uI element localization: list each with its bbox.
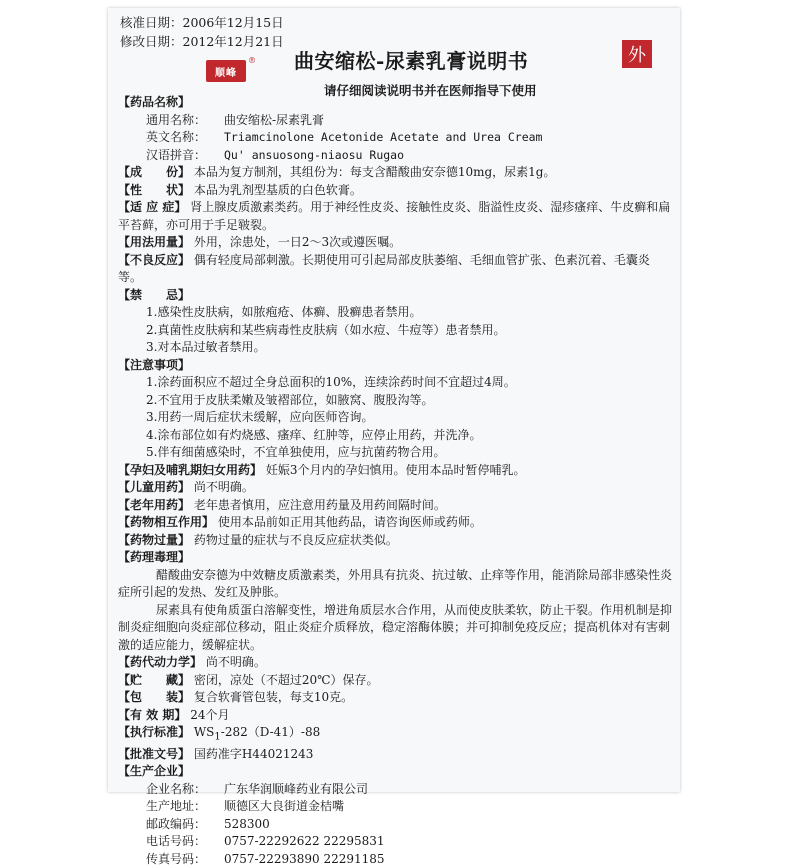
section-text: 密闭，凉处（不超过20℃）保存。 <box>193 672 379 687</box>
section-text: 复合软膏管包装，每支10克。 <box>193 690 354 704</box>
section-validity <box>118 707 673 725</box>
section-indications <box>118 199 673 234</box>
section-standard <box>118 724 673 746</box>
standard-prefix: WS <box>193 725 215 739</box>
list-item: 2.不宜用于皮肤柔嫩及皱褶部位，如腋窝、腹股沟等。 <box>146 392 434 407</box>
section-label: 【成 份】 <box>118 165 191 179</box>
field-key: 生产地址： <box>146 799 207 814</box>
field-key: 汉语拼音： <box>146 147 207 162</box>
section-adverse-reactions <box>118 252 673 287</box>
section-label: 【药理毒理】 <box>118 550 191 564</box>
section-text: 尚不明确。 <box>193 480 254 494</box>
section-approval-number <box>118 746 673 764</box>
section-label: 【药品名称】 <box>118 95 191 109</box>
section-label: 【批准文号】 <box>118 746 191 761</box>
manufacturer-row <box>118 833 673 851</box>
section-dosage <box>118 234 673 252</box>
section-label: 【注意事项】 <box>118 357 191 372</box>
section-precautions <box>118 357 673 375</box>
section-text: 使用本品前如正用其他药品，请咨询医师或药师。 <box>217 515 482 529</box>
section-label: 【不良反应】 <box>118 252 191 267</box>
manufacturer-row <box>118 781 673 799</box>
section-text: 老年患者慎用，应注意用药量及用药间隔时间。 <box>193 497 446 512</box>
section-overdose <box>118 532 673 550</box>
section-children <box>118 479 673 497</box>
manufacturer-row <box>118 798 673 816</box>
pharmacology-paragraph: 尿素具有使角质蛋白溶解变性，增进角质层水合作用，从而使皮肤柔软，防止干裂。作用机制是抑制炎症细胞向炎症部位移动，阻止炎症介质释放，稳定溶酶体膜；并可抑制免疫反应；提高机体对有害刺激的适应能力，缓解症状。 <box>118 602 673 652</box>
section-contraindications <box>118 287 673 305</box>
field-key: 英文名称： <box>146 130 207 144</box>
field-value: 528300 <box>224 816 270 831</box>
section-pharmacology <box>118 549 673 567</box>
list-item: 5.伴有细菌感染时，不宜单独使用，应与抗菌药物合用。 <box>146 445 446 459</box>
section-pregnancy <box>118 462 673 480</box>
section-text: 国药准字H44021243 <box>193 746 314 761</box>
manufacturer-row <box>118 816 673 834</box>
section-label: 【禁 忌】 <box>118 287 191 302</box>
field-key: 企业名称： <box>146 781 207 796</box>
list-item: 1.涂药面积应不超过全身总面积的10%，连续涂药时间不宜超过4周。 <box>146 375 516 389</box>
section-text: 24个月 <box>190 707 230 722</box>
section-label: 【贮 藏】 <box>118 672 191 687</box>
field-key: 电话号码： <box>146 834 207 849</box>
section-text: 肾上腺皮质激素类药。用于神经性皮炎、接触性皮炎、脂溢性皮炎、湿疹瘙痒、牛皮癣和扁平苔藓，亦可用于手足皲裂。 <box>118 200 671 232</box>
section-ingredients <box>118 164 673 182</box>
approval-date: 核准日期：2006年12月15日 <box>120 15 284 30</box>
section-text: 药物过量的症状与不良反应症状类似。 <box>193 532 398 547</box>
field-value: 广东华润顺峰药业有限公司 <box>224 781 369 796</box>
section-text: 外用，涂患处，一日2～3次或遵医嘱。 <box>193 235 402 249</box>
section-text <box>193 725 321 743</box>
field-value: 曲安缩松-尿素乳膏 <box>224 112 325 127</box>
section-label: 【有 效 期】 <box>118 707 187 722</box>
section-label: 【药物相互作用】 <box>118 515 215 529</box>
english-name-row <box>118 129 673 147</box>
list-item: 3.用药一周后症状未缓解，应向医师咨询。 <box>146 410 374 424</box>
brand-logo: 顺峰 <box>206 60 246 82</box>
list-item: 3.对本品过敏者禁用。 <box>146 340 266 354</box>
standard-suffix: -282（D-41）-88 <box>220 725 321 739</box>
section-label: 【用法用量】 <box>118 235 191 249</box>
list-item: 1.感染性皮肤病，如脓疱疮、体癣、股癣患者禁用。 <box>146 305 422 319</box>
field-key: 传真号码： <box>146 851 207 866</box>
section-label: 【性 状】 <box>118 182 191 197</box>
common-name-row <box>118 112 673 130</box>
section-label: 【儿童用药】 <box>118 480 191 494</box>
section-storage <box>118 672 673 690</box>
section-label: 【生产企业】 <box>118 764 191 779</box>
section-label: 【孕妇及哺乳期妇女用药】 <box>118 462 263 477</box>
section-label: 【适 应 症】 <box>118 200 187 214</box>
document-subtitle: 请仔细阅读说明书并在医师指导下使用 <box>324 83 537 98</box>
standard-subscript: 1 <box>214 731 221 743</box>
field-value: 0757-22293890 22291185 <box>224 851 385 866</box>
section-label: 【老年用药】 <box>118 497 191 512</box>
section-label: 【包 装】 <box>118 690 191 704</box>
pinyin-row <box>118 147 673 165</box>
section-character <box>118 182 673 200</box>
section-pharmacokinetics <box>118 654 673 672</box>
registered-mark: ® <box>248 56 256 65</box>
section-package <box>118 689 673 707</box>
list-item: 2.真菌性皮肤病和某些病毒性皮肤病（如水痘、牛痘等）患者禁用。 <box>146 322 506 337</box>
instruction-sheet <box>108 8 680 866</box>
section-manufacturer <box>118 763 673 781</box>
section-label: 【药代动力学】 <box>118 655 203 669</box>
section-interactions <box>118 514 673 532</box>
field-key: 通用名称： <box>146 112 207 127</box>
section-text: 偶有轻度局部刺激。长期使用可引起局部皮肤萎缩、毛细血管扩张、色素沉着、毛囊炎等。 <box>118 252 650 284</box>
section-text: 本品为乳剂型基质的白色软膏。 <box>193 182 362 197</box>
field-key: 邮政编码： <box>146 816 207 831</box>
field-value: Qu' ansuosong-niaosu Rugao <box>224 147 405 162</box>
document-title: 曲安缩松-尿素乳膏说明书 <box>294 49 529 73</box>
manufacturer-row <box>118 851 673 868</box>
field-value: 顺德区大良街道金桔嘴 <box>224 799 345 814</box>
section-text: 尚不明确。 <box>205 655 266 669</box>
section-elderly <box>118 497 673 515</box>
section-label: 【药物过量】 <box>118 532 191 547</box>
field-value: Triamcinolone Acetonide Acetate and Urea Cream <box>224 130 543 144</box>
field-value: 0757-22292622 22295831 <box>224 834 385 849</box>
document-body <box>118 94 673 868</box>
section-drug-name <box>118 94 673 112</box>
section-text: 本品为复方制剂，其组份为：每支含醋酸曲安奈德10mg，尿素1g。 <box>193 165 556 179</box>
revision-date: 修改日期：2012年12月21日 <box>120 34 284 49</box>
external-use-mark: 外 <box>622 40 652 68</box>
dates-block <box>120 13 284 51</box>
section-label: 【执行标准】 <box>118 725 191 739</box>
list-item: 4.涂布部位如有灼烧感、瘙痒、红肿等，应停止用药，并洗净。 <box>146 427 482 442</box>
section-text: 妊娠3个月内的孕妇慎用。使用本品时暂停哺乳。 <box>265 462 526 477</box>
pharmacology-paragraph: 醋酸曲安奈德为中效糖皮质激素类，外用具有抗炎、抗过敏、止痒等作用，能消除局部非感染性炎症所引起的发热、发红及肿胀。 <box>118 567 673 599</box>
